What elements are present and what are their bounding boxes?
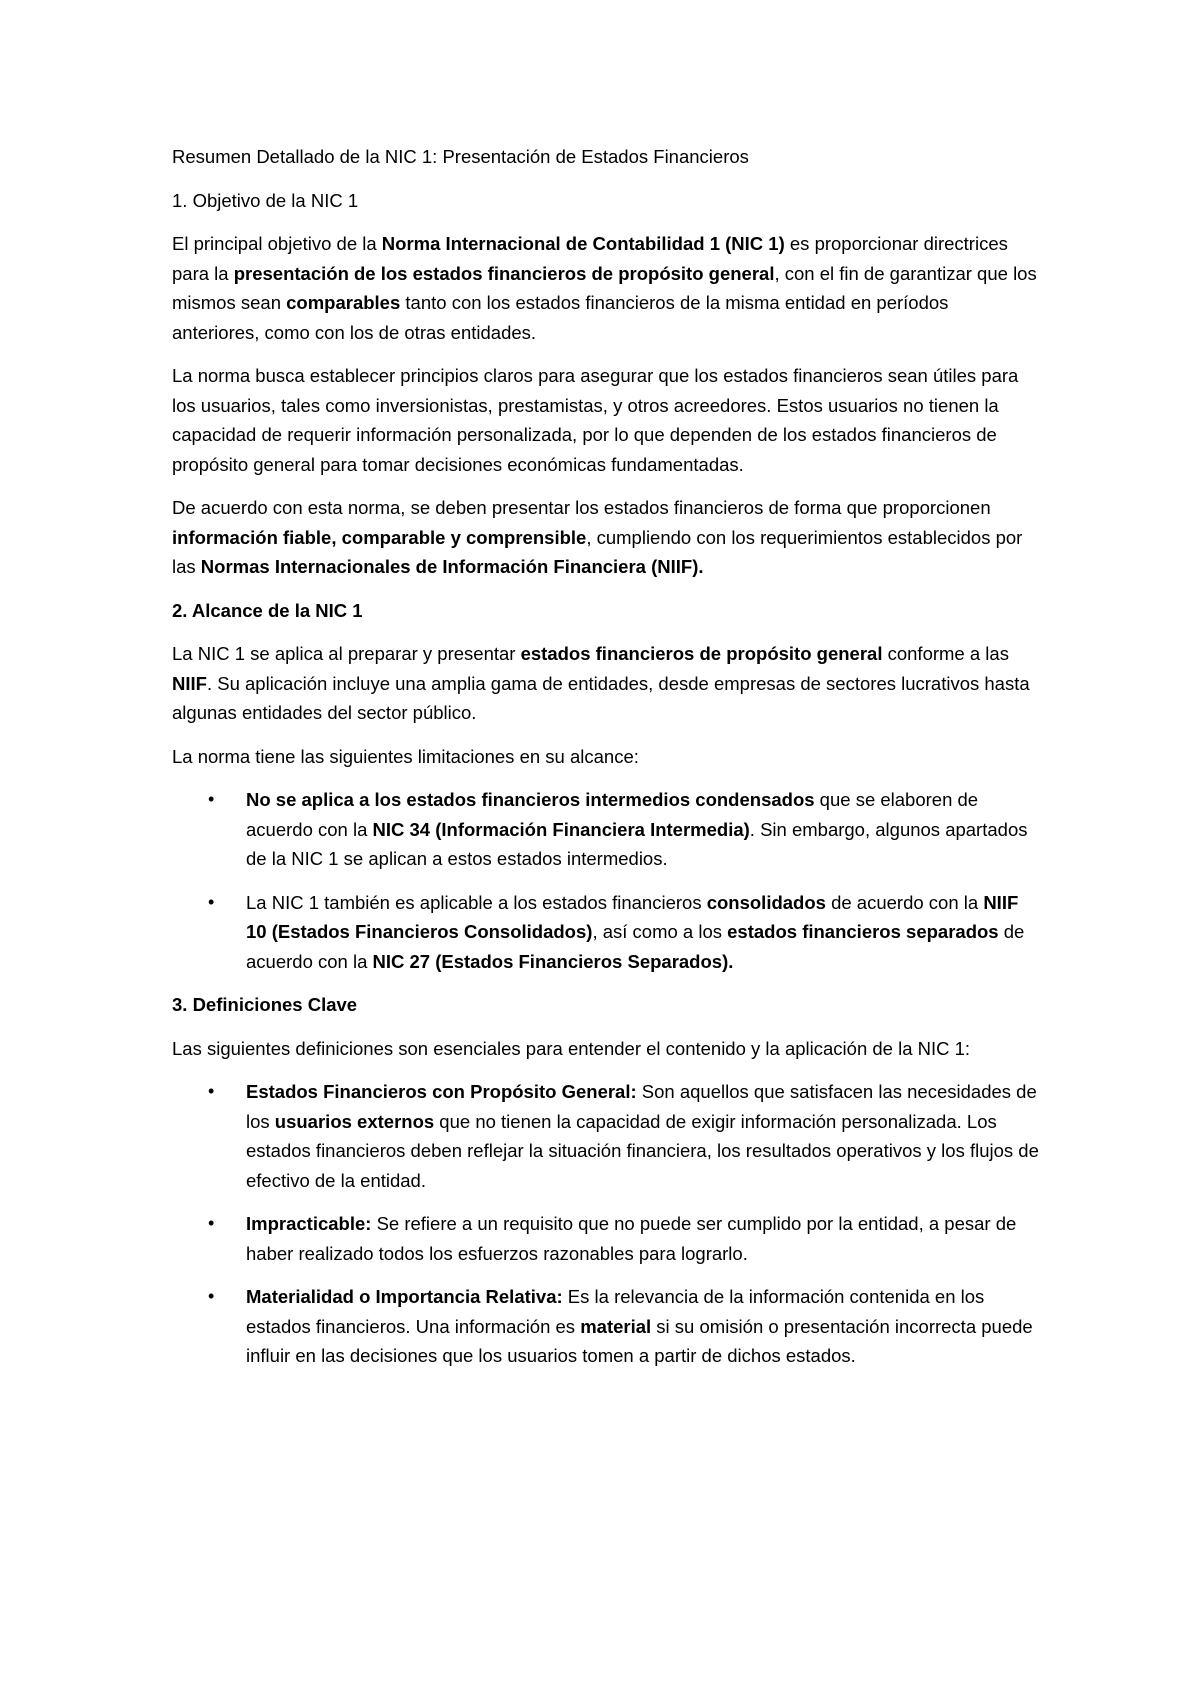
bullet-icon: •	[208, 1213, 215, 1233]
bullet-icon: •	[208, 891, 215, 912]
definitions-list	[172, 1077, 1040, 1371]
section-2-heading: 2. Alcance de la NIC 1	[172, 599, 363, 621]
document-title: Resumen Detallado de la NIC 1: Presentación de Estados Financieros	[172, 146, 749, 167]
section-1-heading: 1. Objetivo de la NIC 1	[172, 189, 359, 211]
section-3-paragraph-1: Las siguientes definiciones son esenciales para entender el contenido y la aplicación de la NIC 1:	[172, 1037, 971, 1059]
list-item: • Materialidad o Importancia Relativa: Es la relevancia de la información contenida en los estados financieros. Una información es material si su omisión o presentación incorrecta puede influir en las decisiones que los usuarios tomen a partir de dichos estados.	[172, 1282, 1040, 1371]
list-item: • Impracticable: Se refiere a un requisito que no puede ser cumplido por la entidad, a pesar de haber realizado todos los esfuerzos razonables para lograrlo.	[172, 1209, 1040, 1268]
list-item: • No se aplica a los estados financieros intermedios condensados que se elaboren de acuerdo con la NIC 34 (Información Financiera Intermedia). Sin embargo, algunos apartados de la NIC 1 se aplican a estos estados intermedios.	[172, 785, 1040, 874]
scope-limitations-list	[172, 785, 1040, 976]
list-item: • La NIC 1 también es aplicable a los estados financieros consolidados de acuerdo con la NIIF 10 (Estados Financieros Consolidados), así como a los estados financieros separados de acuerdo con la NIC 27 (Estados Financieros Separados).	[172, 888, 1040, 977]
section-1-paragraph-2: La norma busca establecer principios claros para asegurar que los estados financieros sean útiles para los usuarios, tales como inversionistas, prestamistas, y otros acreedores. Estos usuarios no tienen la capacidad de requerir información personalizada, por lo que dependen de los estados financieros de propósito general para tomar decisiones económicas fundamentadas.	[172, 365, 1019, 475]
bullet-icon: •	[208, 1081, 215, 1101]
bullet-icon: •	[208, 789, 215, 809]
bullet-icon: •	[208, 1286, 215, 1306]
section-2-paragraph-2: La norma tiene las siguientes limitaciones en su alcance:	[172, 745, 639, 767]
section-1-paragraph-1: El principal objetivo de la Norma Internacional de Contabilidad 1 (NIC 1) es proporcionar directrices para la presentación de los estados financieros de propósito general, con el fin de garantizar que los mismos sean comparables tanto con los estados financieros de la misma entidad en períodos anteriores, como con los de otras entidades.	[172, 233, 1037, 343]
list-item: • Estados Financieros con Propósito General: Son aquellos que satisfacen las necesidades de los usuarios externos que no tienen la capacidad de exigir información personalizada. Los estados financieros deben reflejar la situación financiera, los resultados operativos y los flujos de efectivo de la entidad.	[172, 1077, 1040, 1195]
document-body	[172, 142, 1040, 1385]
section-1-paragraph-3: De acuerdo con esta norma, se deben presentar los estados financieros de forma que proporcionen información fiable, comparable y comprensible, cumpliendo con los requerimientos establecidos por las Normas Internacionales de Información Financiera (NIIF).	[172, 497, 1023, 577]
section-2-paragraph-1: La NIC 1 se aplica al preparar y presentar estados financieros de propósito general conforme a las NIIF. Su aplicación incluye una amplia gama de entidades, desde empresas de sectores lucrativos hasta algunas entidades del sector público.	[172, 643, 1030, 723]
section-3-heading: 3. Definiciones Clave	[172, 994, 358, 1015]
